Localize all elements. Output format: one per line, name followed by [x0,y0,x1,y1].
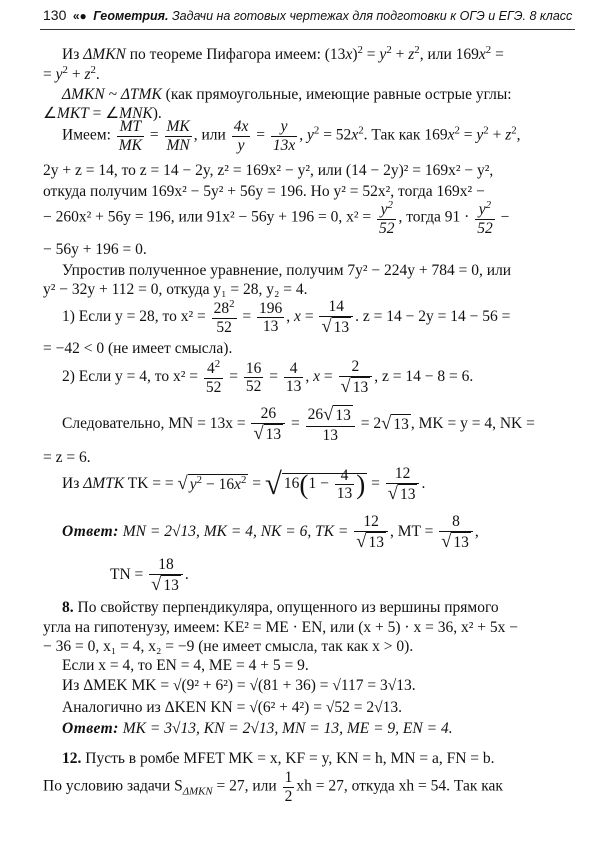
fraction: $\frac{4x}{y}$ [233,118,249,154]
text-line: Ответ: MK = 3√13, KN = 2√13, MN = 13, ME = 9, EN = 4. [62,720,453,737]
text-line: 8. По свойству перпендикуляра, опущенного из вершины прямого [62,599,499,616]
text-line: TN = $\frac{18}{√ 13}$ . [110,556,189,595]
fraction: $\frac{2}{√ 13}$ [339,359,373,396]
text-line: 2y + z = 14, то z = 14 − 2y, z² = 169x² − y², или (14 − 2y)² = 169x² − y², [43,162,494,179]
text-line: По условию задачи $S_{\Delta MKN} = 27$, или $\frac{1}{2}$ xh = 27, откуда xh = 54. Так как [43,769,503,805]
text-line: Из ΔMTK TK = = √ $y^2 - 16x^2$ = √ 16(1 − $\frac{4}{13}$ ) = $\frac{12}{√ 13}$ . [62,465,426,504]
fraction: $\frac{y^2}{52}$ [477,199,493,237]
answer-label: Ответ: [62,720,119,737]
fraction: $\frac{12}{√ 13}$ [354,514,388,551]
text-line: y² − 32y + 112 = 0, откуда y₁ = 28, y₂ = 4. [43,281,308,298]
text-line: Из ΔMKN по теореме Пифагора имеем: $(13x)^2 = y^2 + z^2$, или $169x^2$ = [62,44,504,64]
fraction: $\frac{26√ 13}{13}$ [306,406,355,443]
fraction: $\frac{16}{52}$ [245,359,262,396]
fraction: $\frac{4}{13}$ [285,359,302,396]
text-line: Аналогично из ΔKEN KN = √(6² + 4²) = √52 = 2√13. [62,699,402,716]
text-line: = $y^2 + z^2$. [43,64,100,84]
fraction: $\frac{18}{√ 13}$ [149,557,183,594]
book-title: Геометрия. [93,9,169,23]
text-line: 1) Если y = 28, то x² = $\frac{28^2}{52}$ = $\frac{196}{13}$ , x = $\frac{14}{√ 13}$ . z = 14 − 2y = 14 − 56 = [62,298,511,337]
problem-number: 12. [62,750,82,767]
text-line: Если x = 4, то EN = 4, ME = 4 + 5 = 9. [62,657,309,674]
text-line: 2) Если y = 4, то x² = $\frac{4^2}{52}$ = $\frac{16}{52}$ = $\frac{4}{13}$ , x = $\frac{2}{√ 13}$ , z = 14 − 8 = 6. [62,358,474,397]
text-line: 12. Пусть в ромбе MFET MK = x, KF = y, KN = h, MN = a, FN = b. [62,750,495,767]
fraction: $\frac{26}{√ 13}$ [251,406,285,443]
text-line: = z = 6. [43,449,91,466]
header-marker: «● [72,9,87,23]
fraction: $\frac{4^2}{52}$ [205,358,222,397]
fraction: $\frac{y}{13x}$ [272,118,296,154]
fraction: $\frac{1}{2}$ [284,769,293,805]
problem-number: 8. [62,599,74,616]
text-line: − 260x² + 56y = 196, или 91x² − 56y + 196 = 0, x² = $\frac{y^2}{52}$ , тогда 91 · $\frac{y^2}{52}$ − [43,199,510,237]
text-line: Из ΔMEK MK = √(9² + 6²) = √(81 + 36) = √117 = 3√13. [62,677,416,694]
text-line: ΔMKN ~ ΔTMK (как прямоугольные, имеющие равные острые углы: [62,86,512,103]
fraction: $\frac{196}{13}$ [259,299,283,336]
text-line: ∠MKT = ∠MNK). [43,105,162,122]
answer-label: Ответ: [62,523,119,541]
fraction: $\frac{28^2}{52}$ [213,298,235,337]
text-line: − 56y + 196 = 0. [43,241,147,258]
text-line: Упростив полученное уравнение, получим 7y² − 224y + 784 = 0, или [62,262,512,279]
text-line: = −42 < 0 (не имеет смысла). [43,340,233,357]
fraction: $\frac{MK}{MN}$ [166,118,190,154]
text-line: − 36 = 0, x₁ = 4, x₂ = −9 (не имеет смысла, так как x > 0). [43,638,414,655]
text-line: угла на гипотенузу, имеем: KE² = ME · EN, или (x + 5) · x = 36, x² + 5x − [43,619,518,636]
fraction: $\frac{8}{√ 13}$ [439,514,473,551]
fraction: $\frac{y^2}{52}$ [378,199,395,237]
fraction: $\frac{12}{√ 13}$ [386,466,420,503]
text-line: Ответ: MN = 2√13, MK = 4, NK = 6, TK = $\frac{12}{√ 13}$ , MT = $\frac{8}{√ 13}$ , [62,513,479,552]
text-line: Имеем: $\frac{MT}{MK}$ = $\frac{MK}{MN}$ , или $\frac{4x}{y}$ = $\frac{y}{13x}$ , $y^2 = 52x^2$. Так как $169x^2 = y^2 + z^2$, [62,118,521,154]
book-subtitle: Задачи на готовых чертежах для подготовки к ОГЭ и ЕГЭ. 8 класс [171,9,573,23]
running-header [43,8,573,24]
page-number: 130 [43,7,67,23]
fraction: $\frac{MT}{MK}$ [118,118,143,154]
fraction: $\frac{4}{13}$ [336,466,353,503]
fraction: $\frac{14}{√ 13}$ [319,299,353,336]
header-rule [40,29,575,30]
text-line: откуда получим 169x² − 5y² + 56y = 196. Но y² = 52x², тогда 169x² − [43,183,485,200]
text-line: Следовательно, MN = 13x = $\frac{26}{√ 13}$ = $\frac{26√ 13}{13}$ = 2√ 13 , MK = y = 4, NK = [62,404,535,444]
